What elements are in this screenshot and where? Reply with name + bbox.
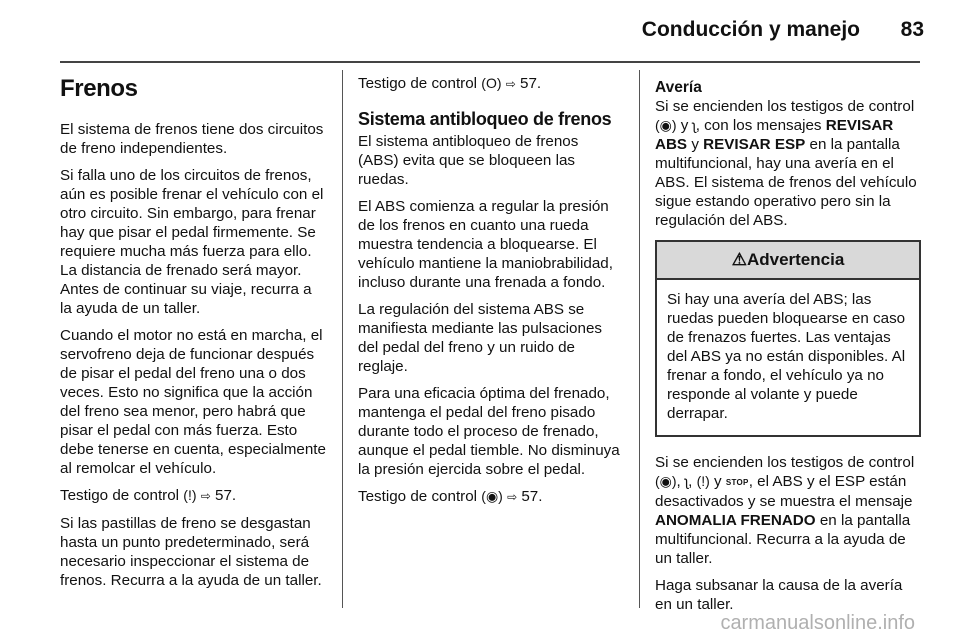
column-divider-2 xyxy=(639,70,640,608)
paragraph: Para una eficacia óptima del frenado, mantenga el pedal del freno pisado durante todo el proceso de frenado, aunque el pedal tiemble. No disminuya la presión ejercida sobre el pedal. xyxy=(358,385,620,478)
column-2 xyxy=(358,70,622,515)
text-span: Si se encienden los testigos de control xyxy=(655,98,915,115)
section-heading-abs: Sistema antibloqueo de frenos xyxy=(358,109,612,129)
message-revisar-abs: REVISAR ABS xyxy=(655,117,894,153)
page-reference-arrow-icon[interactable]: ⇨ xyxy=(507,490,518,504)
column-3 xyxy=(655,70,921,622)
abs-icon: (◉) xyxy=(481,488,503,504)
watermark: carmanualsonline.info xyxy=(720,612,915,634)
page-reference-arrow-icon[interactable]: ⇨ xyxy=(505,77,516,91)
text-span: en la pantalla multifuncional. Recurra a la ayuda de un taller. xyxy=(655,512,911,567)
page-reference[interactable]: 57. xyxy=(521,488,543,505)
message-anomalia-frenado: ANOMALIA FRENADO xyxy=(655,512,816,529)
brake-pad-wear-icon: (O) xyxy=(481,75,502,91)
message-revisar-esp: REVISAR ESP xyxy=(703,136,806,153)
warning-box xyxy=(655,240,921,437)
paragraph: El sistema antibloqueo de frenos (ABS) evita que se bloqueen las ruedas. xyxy=(358,133,579,188)
stop-indicator: STOP xyxy=(725,478,749,487)
reference-text: Testigo de control xyxy=(358,75,478,92)
warning-triangle-icon: ⚠ xyxy=(731,250,747,269)
warning-header xyxy=(657,242,919,280)
paragraph: Cuando el motor no está en marcha, el servofreno deja de funcionar después de pisar el pedal del freno una o dos veces. Esto no significa que la acción del freno sea menor, pero habrá que pisar el pedal con más fuerza. Esto debe tenerse en cuenta, especialmente al remolcar el vehículo. xyxy=(60,327,326,477)
paragraph: Haga subsanar la causa de la avería en un taller. xyxy=(655,577,903,613)
paragraph: Si las pastillas de freno se desgastan hasta un punto predeterminado, será necesario inspeccionar el sistema de frenos. Recurra a la ayuda de un taller. xyxy=(60,515,322,589)
page-reference-arrow-icon[interactable]: ⇨ xyxy=(200,489,211,503)
page-reference[interactable]: 57. xyxy=(520,75,542,92)
header-rule xyxy=(60,61,920,63)
warning-title: Advertencia xyxy=(746,250,845,269)
column-divider-1 xyxy=(342,70,343,608)
brake-warning-icon: (!) xyxy=(183,487,197,503)
text-span: , el ABS y el ESP están desactivados y se muestra el mensaje xyxy=(655,473,913,510)
paragraph xyxy=(655,97,921,230)
brake-warning-icon: (!) xyxy=(696,473,710,489)
subheading-averia: Avería xyxy=(655,79,702,96)
text-span: en la pantalla multifuncional, hay una avería en el ABS. El sistema de frenos del vehículo sigue estando operativo pero sin la regulación del ABS. xyxy=(655,136,917,229)
text-span: y xyxy=(714,473,722,490)
column-1 xyxy=(60,70,326,598)
paragraph-reference xyxy=(358,487,622,507)
warning-text: Si hay una avería del ABS; las ruedas pueden bloquearse en caso de frenazos fuertes. Las ventajas del ABS ya no están disponibles. Al frenar a fondo, el vehículo ya no responde al volante y puede derrapar. xyxy=(667,291,906,422)
text-span: , con los mensajes xyxy=(695,117,822,134)
abs-icon: (◉) xyxy=(655,473,677,489)
paragraph-reference xyxy=(60,486,326,506)
abs-icon: (◉) xyxy=(655,117,677,133)
text-span: Si se encienden los testigos de control xyxy=(655,454,915,471)
esp-icon: ʅ xyxy=(685,473,689,489)
text-span: y xyxy=(680,117,689,134)
esp-icon: ʅ xyxy=(692,117,696,133)
page-number: 83 xyxy=(900,18,924,41)
text-span: y xyxy=(691,136,699,153)
paragraph-reference xyxy=(358,74,622,94)
paragraph: Si se encienden los testigos de control (◉), ʅ, (!) y STOP, el ABS y el ESP están desactivados y se muestra el mensaje ANOMALIA FRENADO en la pantalla multifuncional. Recurra a la ayuda de un taller. xyxy=(655,454,915,567)
paragraph: Si falla uno de los circuitos de frenos, aún es posible frenar el vehículo con el otro circuito. Sin embargo, para frenar hay que pisar el pedal firmemente. Se requiere mucha más fuerza para ello. La distancia de frenado será mayor. Antes de continuar su viaje, recurra a la ayuda de un taller. xyxy=(60,167,324,317)
running-header-title: Conducción y manejo xyxy=(641,18,860,41)
page-reference[interactable]: 57. xyxy=(215,487,237,504)
paragraph: El ABS comienza a regular la presión de los frenos en cuanto una rueda muestra tendencia a bloquearse. El vehículo mantiene la maniobrabilidad, incluso durante una frenada a fondo. xyxy=(358,198,613,291)
paragraph: La regulación del sistema ABS se manifiesta mediante las pulsaciones del pedal del freno y un ruido de reglaje. xyxy=(358,301,602,375)
reference-text: Testigo de control xyxy=(358,488,478,505)
paragraph: El sistema de frenos tiene dos circuitos de freno independientes. xyxy=(60,121,324,157)
reference-text: Testigo de control xyxy=(60,487,180,504)
section-heading-frenos: Frenos xyxy=(60,75,138,102)
